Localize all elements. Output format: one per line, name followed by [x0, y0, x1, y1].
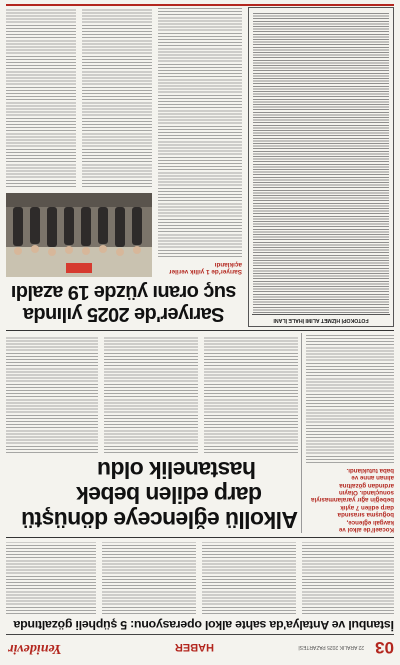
story1-deck-line: ardından gözaltına [339, 481, 394, 489]
story1-text-col3 [104, 335, 198, 453]
story1-headline-line2: darp edilen bebek [76, 482, 262, 508]
notice-title: FOTOKOPİ HİZMET ALIMI İHALE İLANI [252, 314, 390, 323]
top-story-text-col1 [302, 542, 394, 614]
story1-deck-line: kavgalı eğlence, [346, 518, 394, 526]
notice-text [253, 13, 389, 313]
photo-illustration [6, 193, 152, 277]
masthead [6, 634, 394, 659]
top-story-text-col2 [202, 542, 296, 614]
story1-text-col2 [204, 335, 298, 453]
newspaper-logo: Yenidevir [8, 641, 62, 656]
notice-box [248, 7, 394, 327]
story1-headline [6, 457, 298, 532]
story1-deck-line: sonuçlandı. Olayın [338, 488, 394, 496]
story2-text-col3 [6, 7, 76, 187]
section-label: HABER [174, 641, 214, 653]
story2-subhead: Sarıyer'de 1 yıllık veriler [169, 268, 242, 275]
story2-headline-line2: suç oranı yüzde 19 azaldı [11, 281, 237, 303]
story1-deck-line: alınan anne ve [351, 474, 394, 482]
top-story-text-col3 [102, 542, 196, 614]
story2-text-col2 [82, 7, 152, 187]
story2-subheads [158, 260, 242, 275]
footer-accent [6, 4, 394, 6]
story2-text-col1 [158, 7, 242, 257]
date-line: 22 ARALIK 2025 PAZARTESİ [298, 644, 364, 650]
story2-subhead: açıklandı [214, 260, 242, 268]
top-story-text-col4 [6, 542, 96, 614]
page-number: 03 [375, 638, 394, 657]
story1-deck-line: bebeğin ağır yaralanmasıyla [311, 496, 394, 504]
story1-headline-line1: Alkollü eğlenceye dönüştü [21, 507, 298, 533]
story1-text-left [306, 335, 394, 463]
story1-deck-line: baba tutuklandı. [346, 466, 394, 474]
story1-deck-line: darp edilen 7 aylık [340, 503, 394, 511]
story2-headline-line1: Sarıyer'de 2025 yılında [23, 303, 225, 325]
police-officers-photo [6, 193, 152, 277]
story2-headline [6, 281, 242, 325]
story1-deck-line: boğuşma sırasında [337, 511, 394, 519]
story1-deck [306, 466, 394, 533]
story1-headline-line3: hastanelik oldu [97, 457, 256, 483]
story1-deck-line: Kocaeli'de alkol ve [338, 526, 394, 533]
top-headline: İstanbul ve Antalya'da sahte alkol operasyonu: 5 şüpheli gözaltında [13, 618, 394, 632]
story1-text-col4 [6, 335, 98, 453]
